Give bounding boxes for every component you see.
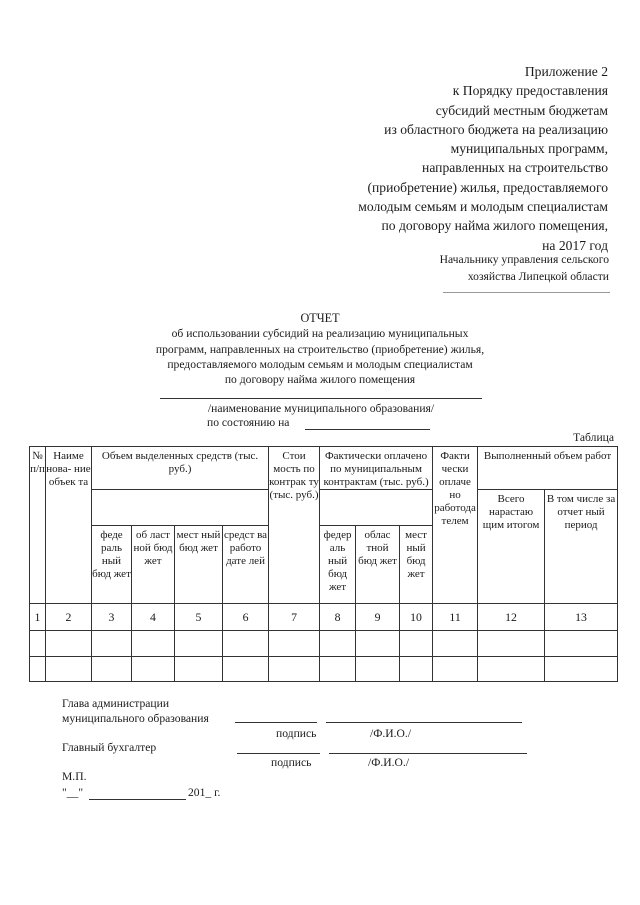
table-cell[interactable] (175, 657, 223, 682)
appendix-line: молодым семьям и молодым специалистам (358, 199, 608, 215)
column-number: 8 (320, 604, 356, 631)
stamp-label: М.П. (62, 770, 87, 783)
report-subtitle-line: программ, направленных на строительство (приобретение) жилья, (155, 342, 485, 356)
table-cell[interactable] (320, 657, 356, 682)
appendix-line: муниципальных программ, (450, 141, 608, 157)
table-cell[interactable] (175, 631, 223, 657)
report-subtitle-line: предоставляемого молодым семьям и молодым специалистам (167, 357, 473, 371)
header-federal-paid: федер аль ный бюд жет (320, 526, 356, 604)
report-table (29, 446, 618, 682)
appendix-line: (приобретение) жилья, предоставляемого (367, 179, 608, 195)
header-completed-work: Выполненный объем работ (478, 447, 618, 490)
table-cell[interactable] (30, 657, 46, 682)
table-row (30, 657, 618, 682)
table-row (30, 631, 618, 657)
column-number: 13 (545, 604, 618, 631)
table-cell[interactable] (92, 631, 132, 657)
table-cell[interactable] (223, 657, 269, 682)
head-title-line-1: Глава администрации (62, 697, 170, 710)
addressee-block (440, 252, 609, 285)
column-number: 6 (223, 604, 269, 631)
table-cell[interactable] (356, 657, 400, 682)
table-cell[interactable] (356, 631, 400, 657)
table-header-row (30, 447, 618, 490)
as-of-date-label: по состоянию на (207, 416, 290, 429)
municipality-name-line (160, 398, 482, 399)
appendix-line: субсидий местным бюджетам (435, 102, 608, 118)
table-cell[interactable] (545, 631, 618, 657)
table-caption: Таблица (573, 431, 614, 444)
table-header-row (30, 490, 618, 526)
appendix-block (358, 62, 608, 255)
table-cell[interactable] (400, 631, 433, 657)
head-fio-line[interactable] (326, 722, 522, 723)
table-cell[interactable] (269, 631, 320, 657)
appendix-line: Приложение 2 (524, 64, 608, 79)
head-signature-line[interactable] (235, 722, 317, 723)
header-num: № п/п (30, 447, 46, 604)
header-paid-contracts: Фактически оплачено по муниципальным контрактам (тыс. руб.) (320, 447, 433, 490)
report-subtitle-line: об использовании субсидий на реализацию муниципальных (171, 327, 469, 341)
appendix-line: к Порядку предоставления (452, 83, 608, 99)
header-federal: феде раль ный бюд жет (92, 526, 132, 604)
report-subtitle-line: по договору найма жилого помещения (224, 373, 416, 387)
column-number: 7 (269, 604, 320, 631)
table-cell[interactable] (478, 657, 545, 682)
header-object-name: Наиме нова- ние объек та (46, 447, 92, 604)
accountant-fio-line[interactable] (329, 753, 527, 754)
report-title-block (120, 311, 520, 387)
column-number: 2 (46, 604, 92, 631)
appendix-line: из областного бюджета на реализацию (384, 121, 608, 137)
accountant-signature-line[interactable] (237, 753, 320, 754)
header-period: В том числе за отчет ный период (545, 490, 618, 604)
table-cell[interactable] (132, 631, 175, 657)
table-cell[interactable] (433, 657, 478, 682)
head-fio-label: /Ф.И.О./ (370, 727, 412, 740)
addressee-name-line (443, 292, 610, 293)
header-regional-paid: облас тной бюд жет (356, 526, 400, 604)
date-prefix: "__" (62, 786, 84, 799)
column-number: 1 (30, 604, 46, 631)
table-cell[interactable] (400, 657, 433, 682)
appendix-line: направленных на строительство (422, 160, 608, 176)
appendix-line: на 2017 год (542, 237, 608, 253)
table-cell[interactable] (132, 657, 175, 682)
report-title: ОТЧЕТ (300, 311, 340, 325)
column-number: 11 (433, 604, 478, 631)
header-spacer (320, 490, 433, 526)
table-cell[interactable] (30, 631, 46, 657)
table-cell[interactable] (223, 631, 269, 657)
head-title-line-2: муниципального образования (62, 712, 209, 725)
column-number: 9 (356, 604, 400, 631)
table-cell[interactable] (320, 631, 356, 657)
header-contract-cost: Стои мость по контрак ту (тыс. руб.) (269, 447, 320, 604)
column-number: 10 (400, 604, 433, 631)
table-cell[interactable] (46, 657, 92, 682)
date-suffix: 201_ г. (188, 786, 221, 799)
header-local-paid: мест ный бюд жет (400, 526, 433, 604)
header-regional: об ласт ной бюд жет (132, 526, 175, 604)
municipality-label: /наименование муниципального образования/ (207, 402, 435, 415)
date-month-line[interactable] (89, 799, 186, 800)
header-spacer (92, 490, 269, 526)
header-local: мест ный бюд жет (175, 526, 223, 604)
table-cell[interactable] (545, 657, 618, 682)
column-number: 5 (175, 604, 223, 631)
accountant-signature-label: подпись (271, 756, 312, 769)
addressee-line-1: Начальнику управления сельского (439, 253, 609, 266)
head-signature-label: подпись (276, 727, 317, 740)
header-allocated-funds: Объем выделенных средств (тыс. руб.) (92, 447, 269, 490)
table-cell[interactable] (269, 657, 320, 682)
table-cell[interactable] (92, 657, 132, 682)
as-of-date-line (305, 429, 430, 430)
column-number: 12 (478, 604, 545, 631)
accountant-title: Главный бухгалтер (62, 741, 157, 754)
addressee-line-2: хозяйства Липецкой области (467, 269, 609, 283)
table-cell[interactable] (478, 631, 545, 657)
appendix-line: по договору найма жилого помещения, (381, 218, 608, 234)
column-number: 3 (92, 604, 132, 631)
header-employer-funds: средст ва работо дате лей (223, 526, 269, 604)
column-number: 4 (132, 604, 175, 631)
header-paid-employer: Факти чески оплаче но работода телем (433, 447, 478, 604)
accountant-fio-label: /Ф.И.О./ (368, 756, 410, 769)
column-numbers-row (30, 604, 618, 631)
header-total-cumulative: Всего нарастаю щим итогом (478, 490, 545, 604)
table-cell[interactable] (46, 631, 92, 657)
table-cell[interactable] (433, 631, 478, 657)
